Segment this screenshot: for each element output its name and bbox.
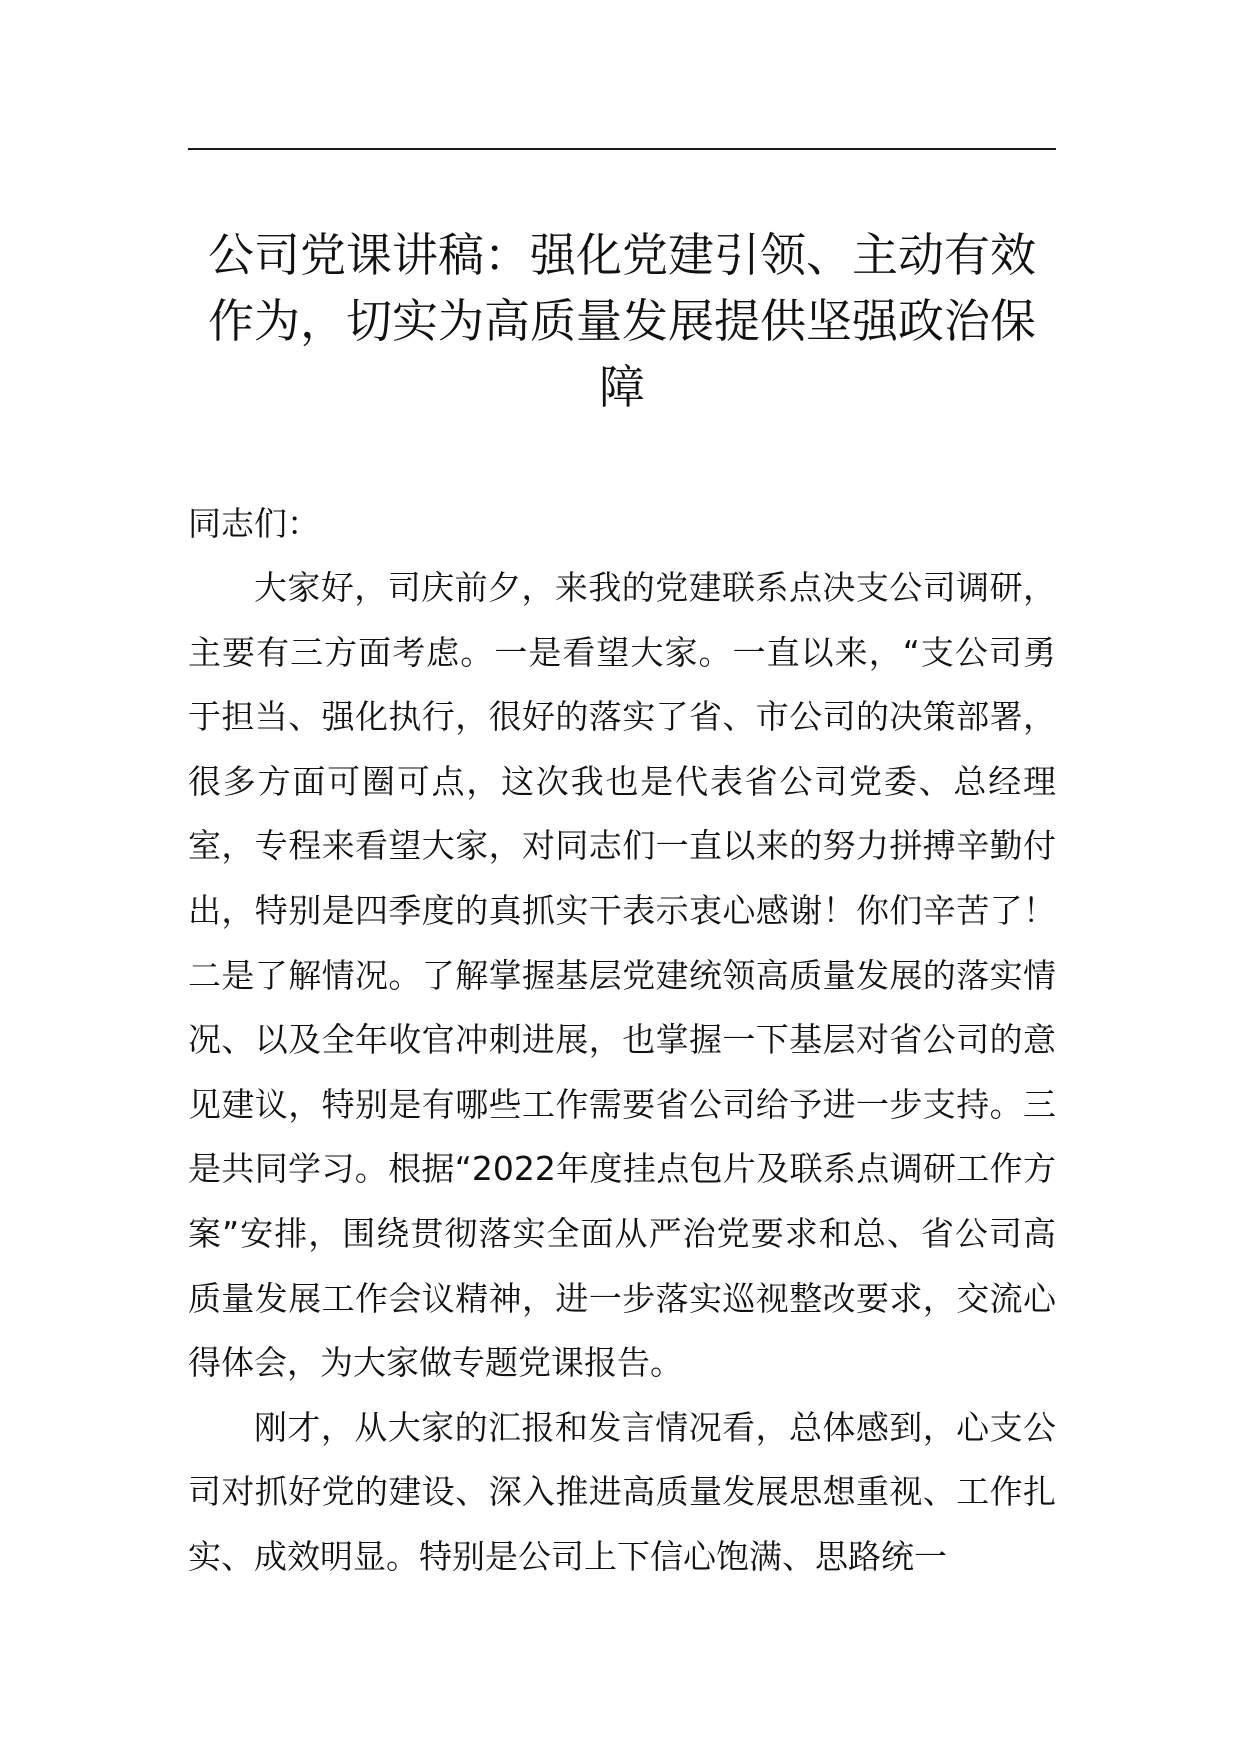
body-paragraph: 大家好，司庆前夕，来我的党建联系点决支公司调研，主要有三方面考虑。一是看望大家。一直以来，“支公司勇于担当、强化执行，很好的落实了省、市公司的决策部署，很多方面可圈可点，这次我也是代表省公司党委、总经理室，专程来看望大家，对同志们一直以来的努力拼搏辛勤付出，特别是四季度的真抓实干表示衷心感谢！你们辛苦了！二是了解情况。了解掌握基层党建统领高质量发展的落实情况、以及全年收官冲刺进展，也掌握一下基层对省公司的意见建议，特别是有哪些工作需要省公司给予进一步支持。三是共同学习。根据“2022年度挂点包片及联系点调研工作方案”安排，围绕贯彻落实全面从严治党要求和总、省公司高质量发展工作会议精神，进一步落实巡视整改要求，交流心得体会，为大家做专题党课报告。 (188, 568, 1056, 1383)
document-title: 公司党课讲稿：强化党建引领、主动有效作为，切实为高质量发展提供坚强政治保障 (208, 228, 1036, 414)
greeting: 同志们： (188, 504, 320, 543)
body-paragraph: 刚才，从大家的汇报和发言情况看，总体感到，心支公司对抓好党的建设、深入推进高质量发展思想重视、工作扎实、成效明显。特别是公司上下信心饱满、思路统一 (188, 1407, 1056, 1576)
document-body (188, 556, 1056, 1590)
header-rule (188, 148, 1056, 150)
